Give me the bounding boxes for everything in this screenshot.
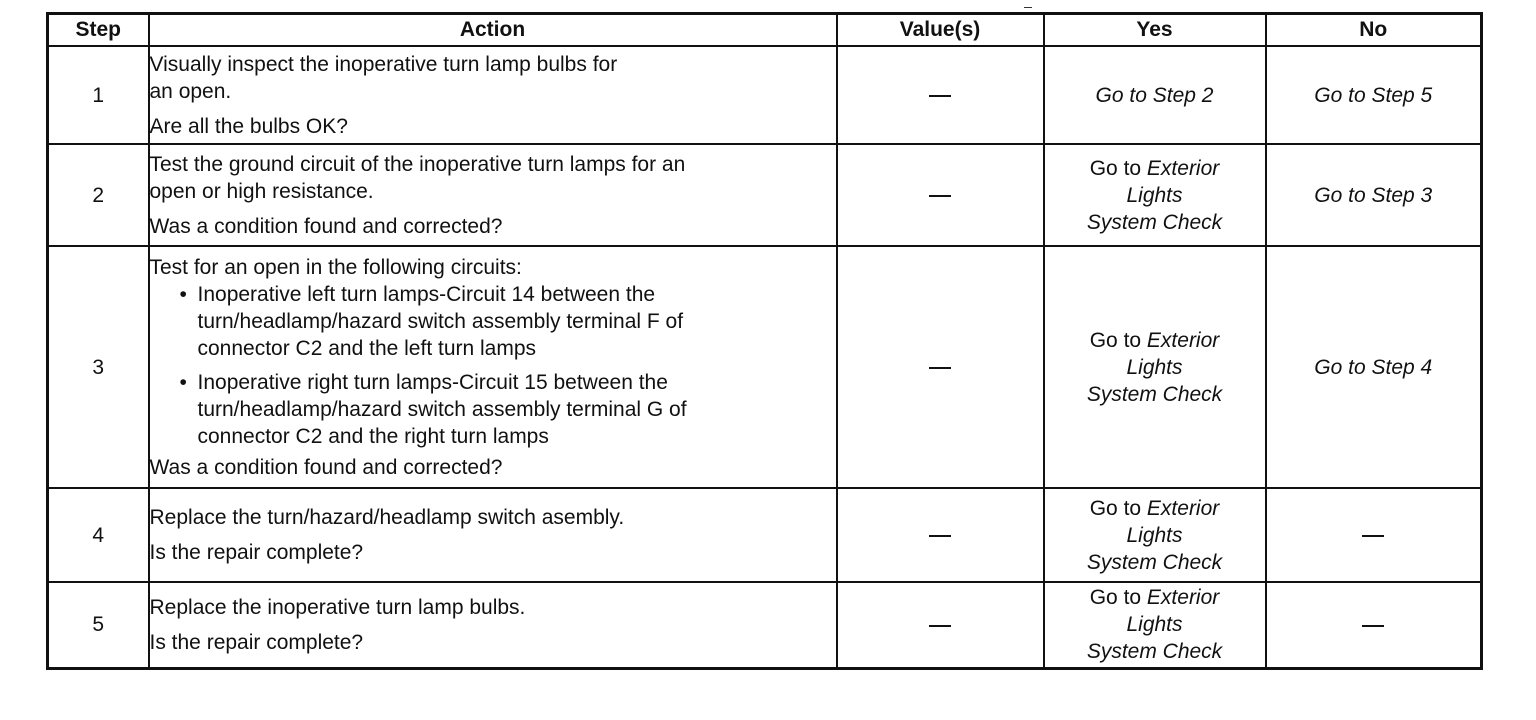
yes-link-lights: Lights xyxy=(1126,183,1183,207)
step-number: 4 xyxy=(48,488,149,582)
bullet-text: connector C2 and the right turn lamps xyxy=(197,424,549,448)
diagnostic-table xyxy=(46,12,1483,670)
action-text: Test for an open in the following circuits: xyxy=(149,255,522,279)
no-dash xyxy=(1362,625,1384,627)
value-cell xyxy=(837,246,1044,488)
action-text: an open. xyxy=(149,79,232,103)
action-text: open or high resistance. xyxy=(149,179,374,203)
step-number: 1 xyxy=(48,46,149,144)
yes-link-exterior: Exterior xyxy=(1146,496,1220,520)
table-row xyxy=(48,488,1482,582)
action-text: Visually inspect the inoperative turn lamp bulbs for xyxy=(149,52,618,76)
action-text: Replace the inoperative turn lamp bulbs. xyxy=(149,595,526,619)
yes-prefix: Go to xyxy=(1089,496,1147,520)
yes-prefix: Go to xyxy=(1089,156,1147,180)
header-row xyxy=(48,14,1482,47)
yes-link-exterior: Exterior xyxy=(1146,328,1220,352)
yes-link-system-check: System Check xyxy=(1086,550,1223,574)
no-cell: Go to Step 3 xyxy=(1266,144,1482,246)
yes-link-system-check: System Check xyxy=(1086,382,1223,406)
no-cell: Go to Step 5 xyxy=(1266,46,1482,144)
action-cell xyxy=(149,246,837,488)
table-row xyxy=(48,246,1482,488)
value-cell xyxy=(837,582,1044,668)
yes-prefix: Go to xyxy=(1089,586,1147,610)
yes-link-lights: Lights xyxy=(1126,613,1183,637)
yes-link-exterior: Exterior xyxy=(1146,156,1220,180)
action-question: Was a condition found and corrected? xyxy=(149,455,503,479)
list-item xyxy=(180,281,836,362)
yes-cell xyxy=(1044,488,1266,582)
no-cell: Go to Step 4 xyxy=(1266,246,1482,488)
value-dash xyxy=(929,625,951,627)
table-row xyxy=(48,46,1482,144)
value-dash xyxy=(929,195,951,197)
bullet-text: connector C2 and the left turn lamps xyxy=(197,336,537,360)
yes-prefix: Go to xyxy=(1089,328,1147,352)
header-yes: Yes xyxy=(1044,14,1266,47)
action-cell xyxy=(149,46,837,144)
yes-link-system-check: System Check xyxy=(1086,640,1223,664)
header-action: Action xyxy=(149,14,837,47)
no-dash xyxy=(1362,535,1384,537)
bullet-text: turn/headlamp/hazard switch assembly terminal F of xyxy=(197,309,684,333)
step-number: 5 xyxy=(48,582,149,668)
value-cell xyxy=(837,488,1044,582)
yes-cell xyxy=(1044,246,1266,488)
action-text: Test the ground circuit of the inoperative turn lamps for an xyxy=(149,152,686,176)
action-text: Replace the turn/hazard/headlamp switch asembly. xyxy=(149,506,625,529)
value-cell xyxy=(837,144,1044,246)
step-number: 2 xyxy=(48,144,149,246)
no-cell xyxy=(1266,488,1482,582)
action-question: Is the repair complete? xyxy=(149,541,364,564)
bullet-text: Inoperative left turn lamps-Circuit 14 between the xyxy=(197,282,656,306)
value-dash xyxy=(929,367,951,369)
yes-link-system-check: System Check xyxy=(1086,210,1223,234)
header-no: No xyxy=(1266,14,1482,47)
scan-mark xyxy=(1024,7,1032,8)
action-question: Was a condition found and corrected? xyxy=(149,214,503,238)
yes-cell xyxy=(1044,144,1266,246)
yes-link-lights: Lights xyxy=(1126,355,1183,379)
circuit-list xyxy=(150,281,836,450)
no-cell xyxy=(1266,582,1482,668)
header-values: Value(s) xyxy=(837,14,1044,47)
action-cell xyxy=(149,488,837,582)
action-cell xyxy=(149,582,837,668)
bullet-text: Inoperative right turn lamps-Circuit 15 between the xyxy=(197,370,668,394)
value-dash xyxy=(929,95,951,97)
yes-cell xyxy=(1044,582,1266,668)
bullet-icon: • xyxy=(179,282,187,306)
list-item xyxy=(180,369,836,450)
yes-cell: Go to Step 2 xyxy=(1044,46,1266,144)
bullet-text: turn/headlamp/hazard switch assembly terminal G of xyxy=(197,397,687,421)
table-row xyxy=(48,144,1482,246)
header-step: Step xyxy=(48,14,149,47)
action-question: Is the repair complete? xyxy=(149,630,364,654)
table-row xyxy=(48,582,1482,668)
yes-link-exterior: Exterior xyxy=(1146,586,1220,610)
action-cell xyxy=(149,144,837,246)
yes-link-lights: Lights xyxy=(1126,523,1183,547)
bullet-icon: • xyxy=(179,370,187,394)
step-number: 3 xyxy=(48,246,149,488)
value-dash xyxy=(929,535,951,537)
action-question: Are all the bulbs OK? xyxy=(149,114,348,138)
value-cell xyxy=(837,46,1044,144)
